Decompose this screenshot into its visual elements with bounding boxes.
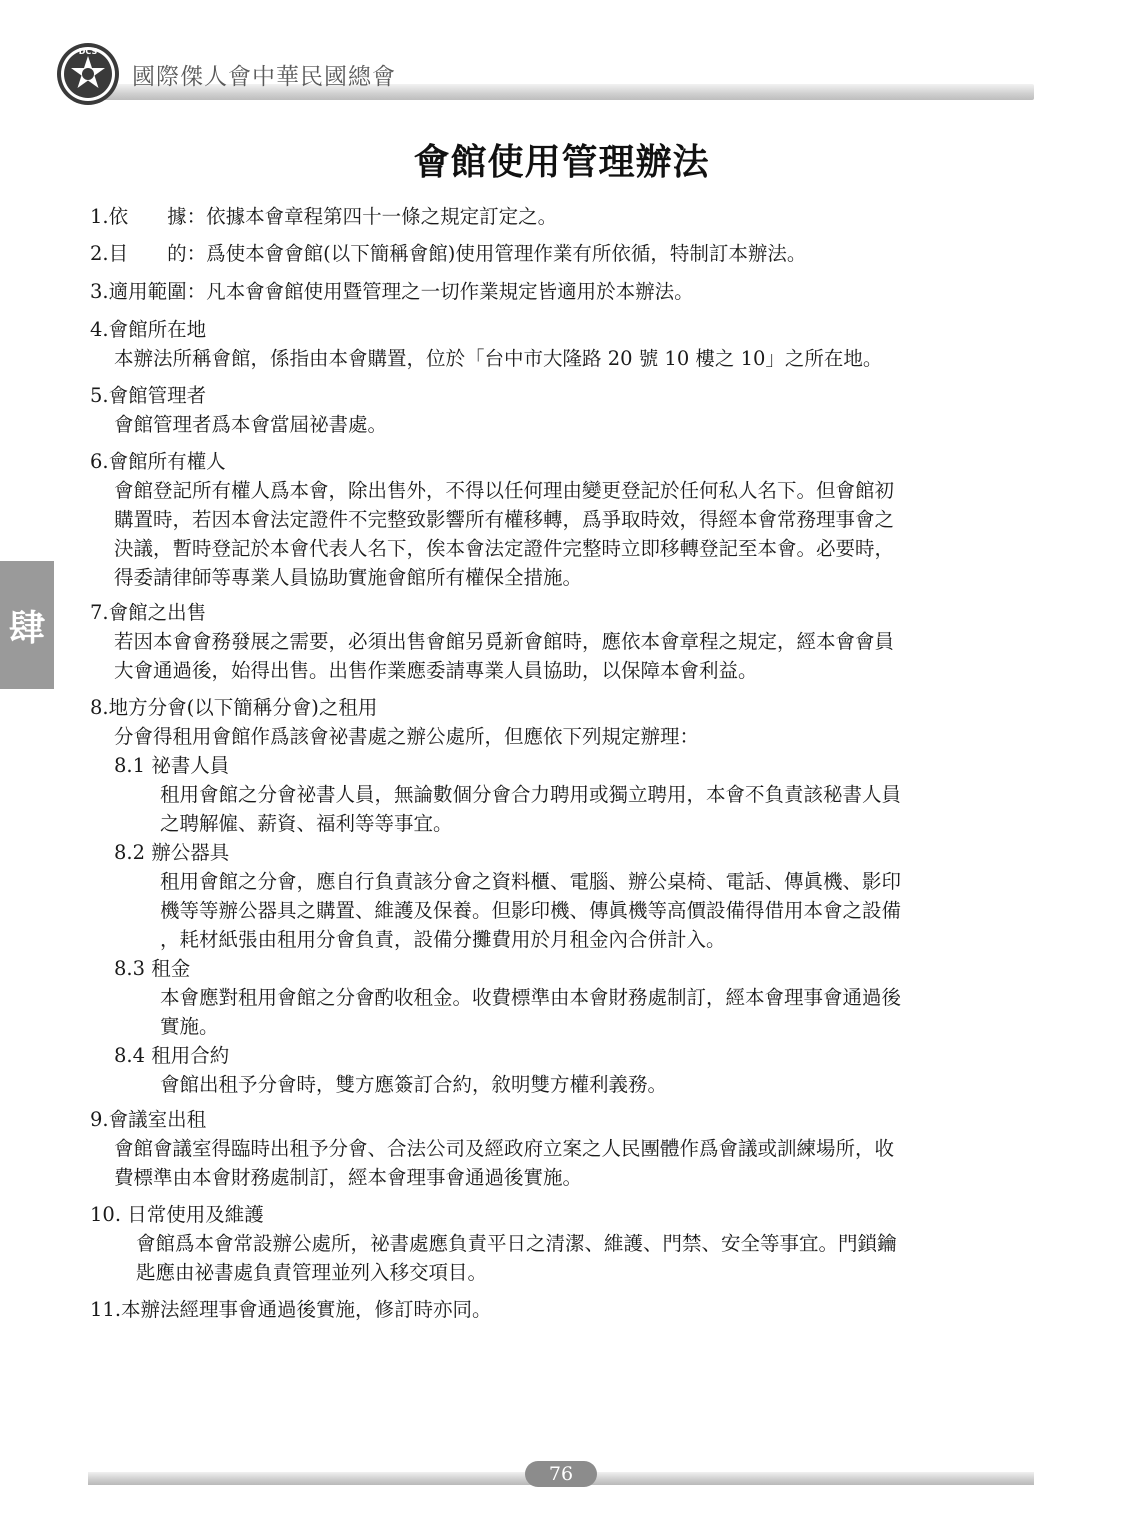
subclause-8-1-text: 租用會館之分會祕書人員，無論數個分會合力聘用或獨立聘用，本會不負責該秘書人員	[160, 783, 902, 806]
clause-11: 11.本辦法經理事會通過後實施，修訂時亦同。	[90, 1298, 492, 1321]
subclause-8-2-text: ，耗材紙張由租用分會負責，設備分攤費用於月租金內合併計入。	[160, 928, 726, 951]
clause-5-heading: 5.會館管理者	[90, 384, 207, 407]
clause-1: 1.依 據：依據本會章程第四十一條之規定訂定之。	[90, 205, 558, 228]
section-tab	[0, 561, 54, 689]
page-number: 76	[548, 1463, 574, 1485]
subclause-8-2-heading: 8.2 辦公器具	[114, 841, 230, 864]
clause-4-text: 本辦法所稱會館，係指由本會購置，位於「台中市大隆路 20 號 10 樓之 10」之所在地。	[114, 347, 883, 370]
page-header	[56, 42, 1034, 104]
clause-10-text: 會館爲本會常設辦公處所，祕書處應負責平日之清潔、維護、門禁、安全等事宜。門鎖鑰	[136, 1232, 897, 1255]
page-number-badge	[525, 1461, 597, 1487]
clause-6-text: 得委請律師等專業人員協助實施會館所有權保全措施。	[114, 566, 583, 589]
page-footer	[88, 1460, 1034, 1494]
clause-10-text: 匙應由祕書處負責管理並列入移交項目。	[136, 1261, 488, 1284]
clause-6-heading: 6.會館所有權人	[90, 450, 226, 473]
clause-6-text: 決議，暫時登記於本會代表人名下，俟本會法定證件完整時立即移轉登記至本會。必要時，	[114, 537, 895, 560]
clause-7-text: 若因本會會務發展之需要，必須出售會館另覓新會館時，應依本會章程之規定，經本會會員	[114, 630, 895, 653]
clause-3: 3.適用範圍：凡本會會館使用暨管理之一切作業規定皆適用於本辦法。	[90, 280, 694, 303]
organization-name: 國際傑人會中華民國總會	[132, 64, 396, 90]
clause-10-heading: 10. 日常使用及維護	[90, 1203, 264, 1226]
clause-8-heading: 8.地方分會(以下簡稱分會)之租用	[90, 696, 378, 719]
document-title: 會館使用管理辦法	[413, 142, 710, 183]
clause-5-text: 會館管理者爲本會當屆祕書處。	[114, 413, 388, 436]
subclause-8-1-heading: 8.1 祕書人員	[114, 754, 230, 777]
clause-9-text: 會館會議室得臨時出租予分會、合法公司及經政府立案之人民團體作爲會議或訓練場所，收	[114, 1137, 895, 1160]
subclause-8-3-heading: 8.3 租金	[114, 957, 191, 980]
svg-text:DCS: DCS	[78, 47, 98, 56]
subclause-8-4-text: 會館出租予分會時，雙方應簽訂合約，敘明雙方權利義務。	[160, 1073, 668, 1096]
organization-logo-icon	[56, 42, 120, 106]
subclause-8-1-text: 之聘解僱、薪資、福利等等事宜。	[160, 812, 453, 835]
subclause-8-3-text: 實施。	[160, 1015, 219, 1038]
clause-9-heading: 9.會議室出租	[90, 1108, 207, 1131]
clause-8-text: 分會得租用會館作爲該會祕書處之辦公處所，但應依下列規定辦理：	[114, 725, 700, 748]
subclause-8-3-text: 本會應對租用會館之分會酌收租金。收費標準由本會財務處制訂，經本會理事會通過後	[160, 986, 902, 1009]
clause-6-text: 購置時，若因本會法定證件不完整致影響所有權移轉，爲爭取時效，得經本會常務理事會之	[114, 508, 895, 531]
clause-6-text: 會館登記所有權人爲本會，除出售外，不得以任何理由變更登記於任何私人名下。但會館初	[114, 479, 895, 502]
clause-7-text: 大會通過後，始得出售。出售作業應委請專業人員協助，以保障本會利益。	[114, 659, 758, 682]
clause-4-heading: 4.會館所在地	[90, 318, 207, 341]
subclause-8-4-heading: 8.4 租用合約	[114, 1044, 230, 1067]
clause-2: 2.目 的：爲使本會會館(以下簡稱會館)使用管理作業有所依循，特制訂本辦法。	[90, 242, 807, 265]
clause-9-text: 費標準由本會財務處制訂，經本會理事會通過後實施。	[114, 1166, 583, 1189]
clause-7-heading: 7.會館之出售	[90, 601, 207, 624]
section-tab-label: 肆	[8, 607, 45, 649]
subclause-8-2-text: 機等等辦公器具之購置、維護及保養。但影印機、傳眞機等高價設備得借用本會之設備	[160, 899, 902, 922]
subclause-8-2-text: 租用會館之分會，應自行負責該分會之資料櫃、電腦、辦公桌椅、電話、傳眞機、影印	[160, 870, 902, 893]
